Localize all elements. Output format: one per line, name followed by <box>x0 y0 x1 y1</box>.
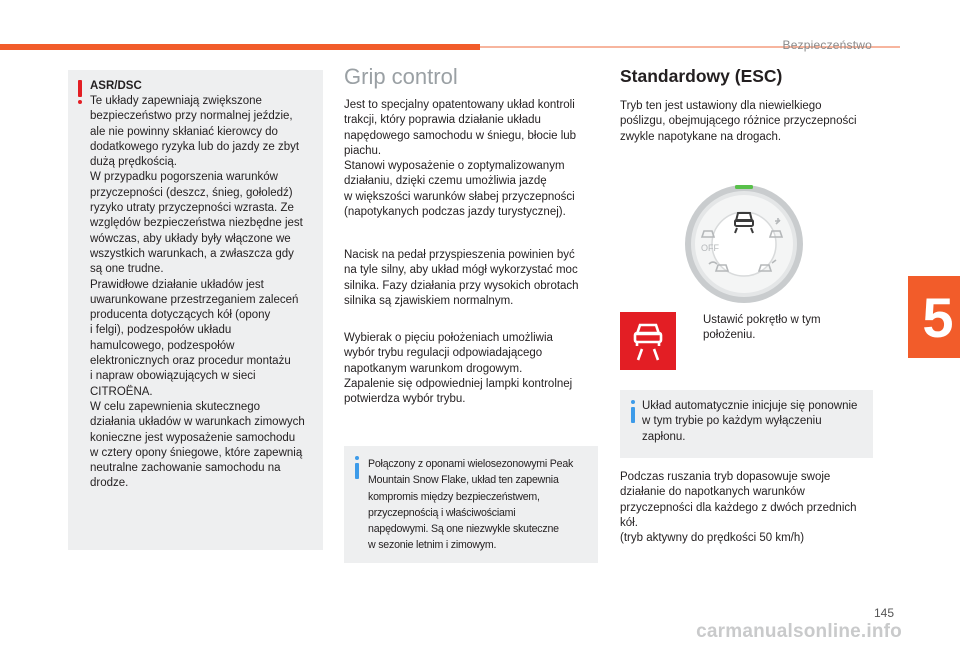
esc-info-text: Układ automatycznie inicjuje się ponownie w tym trybie po każdym wyłączeniu zapłonu. <box>642 400 858 443</box>
esc-car-skid-icon <box>620 312 676 370</box>
esc-paragraph-1: Tryb ten jest ustawiony dla niewielkiego poślizgu, obejmującego różnice przyczepności zwykle napotykane na drogach. <box>620 100 857 143</box>
watermark: carmanualsonline.info <box>696 621 902 642</box>
esc-instruction <box>685 313 865 344</box>
esc-info-box <box>620 390 873 458</box>
info-i-icon <box>631 400 636 423</box>
instruction-bullet <box>685 313 703 344</box>
grip-paragraph-1: Jest to specjalny opatentowany układ kontroli trakcji, który poprawia działanie układu napędowego samochodu w śniegu, błocie lub piachu. Stanowi wyposażenie o zoptymalizowanym działaniu, dzięki czemu umożliwia jazdę w większości warunków słabej przyczepności (napotykanych podczas jazdy turystycznej). <box>344 99 577 219</box>
dial-off-label: OFF <box>701 243 719 253</box>
esc-paragraph-2: Podczas ruszania tryb dopasowuje swoje działanie do napotkanych warunków przyczepności dla każdego z dwóch przednich kół. (tryb aktywny do prędkości 50 km/h) <box>620 471 857 545</box>
grip-control-heading: Grip control <box>344 64 458 89</box>
grip-paragraph-3: Wybierak o pięciu położeniach umożliwia wybór trybu regulacji odpowiadającego napotkanym warunkom drogowym. Zapalenie się odpowiedniej lampki kontrolnej potwierdza wybór trybu. <box>344 332 573 406</box>
info-i-icon <box>355 456 360 479</box>
warning-title: ASR/DSC <box>90 80 142 92</box>
page-number: 145 <box>873 606 894 620</box>
warning-box <box>68 70 323 550</box>
esc-icon-tile <box>620 312 676 370</box>
warning-exclamation-icon <box>77 80 82 106</box>
header-accent-bar <box>0 44 480 50</box>
grip-info-box <box>344 446 598 563</box>
chapter-tab: 5 <box>908 276 960 358</box>
esc-heading: Standardowy (ESC) <box>620 66 783 86</box>
grip-paragraph-2: Nacisk na pedał przyspieszenia powinien być na tyle silny, aby układ mógł wykorzystać moc silnika. Fazy działania przy wysokich obrotach silnika są zjawiskiem normalnym. <box>344 249 579 307</box>
section-title: Bezpieczeństwo <box>782 38 872 52</box>
grip-control-dial-icon <box>683 183 805 305</box>
instruction-text: Ustawić pokrętło w tym położeniu. <box>703 314 821 342</box>
warning-text: Te układy zapewniają zwiększone bezpieczeństwo przy normalnej jeździe, ale nie powinny skłaniać kierowcy do dodatkowego ryzyka lub do jazdy ze zbyt dużą prędkością. W przypadku pogorszenia warunków przyczepności (deszcz, śnieg, gołoledź) ryzyko utraty przyczepności wzrasta. Ze względów bezpieczeństwa niezbędne jest wówczas, aby układy były włączone we wszystkich warunkach, a zwłaszcza gdy są one trudne. Prawidłowe działanie układów jest uwarunkowane przestrzeganiem zaleceń producenta dotyczących kół (opony i felgi), podzespołów układu hamulcowego, podzespołów elektronicznych oraz procedur montażu i napraw obowiązujących w sieci CITROËNA. W celu zapewnienia skutecznego działania układów w warunkach zimowych konieczne jest wyposażenie samochodu w cztery opony śniegowe, które zapewnią neutralne zachowanie samochodu na drodze. <box>90 95 305 490</box>
grip-info-text: Połączony z oponami wielosezonowymi Peak Mountain Snow Flake, układ ten zapewnia kompromis między bezpieczeństwem, przyczepnością i właściwościami napędowymi. Są one niezwykle skuteczne w sezonie letnim i zimowym. <box>368 458 574 552</box>
